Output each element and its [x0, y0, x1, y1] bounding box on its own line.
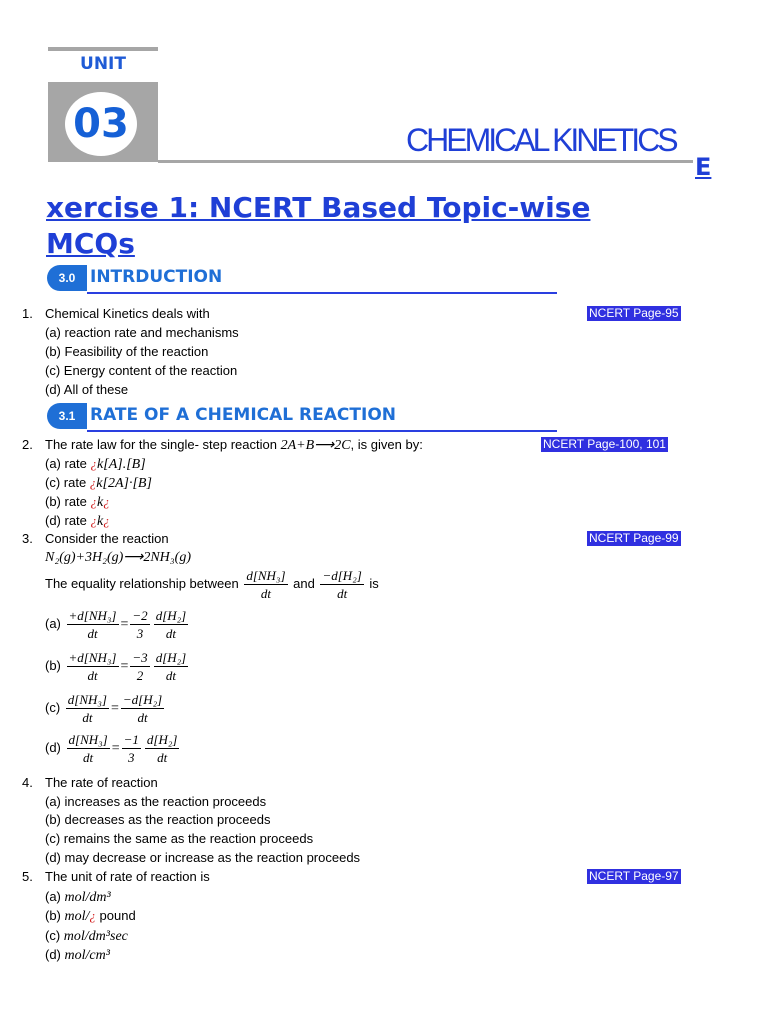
option-label: (b)	[45, 908, 61, 923]
equals-sign: =	[111, 701, 119, 716]
fraction-denominator: dt	[82, 710, 93, 725]
option-label: (d) rate	[45, 513, 87, 528]
missing-glyph-mark: ¿	[90, 456, 98, 471]
option-label: (a)	[45, 615, 61, 631]
fraction	[67, 649, 119, 684]
option-d: (d) All of these	[45, 382, 129, 397]
unit-label: UNIT	[80, 54, 126, 74]
option-label: (c)	[45, 699, 61, 715]
option-math: mol/dm³	[64, 890, 111, 905]
option-math: mol/cm³	[64, 948, 110, 963]
section-number-badge: 3.0	[47, 265, 87, 291]
fraction-denominator: dt	[260, 586, 271, 601]
option-a	[45, 454, 146, 474]
fraction	[320, 567, 363, 602]
question-2	[0, 435, 768, 531]
fraction	[121, 691, 164, 726]
unit-number: 03	[73, 101, 129, 147]
exercise-title[interactable]: xercise 1: NCERT Based Topic-wise MCQs	[46, 191, 591, 260]
fraction-denominator: dt	[165, 668, 177, 683]
question-4	[0, 773, 768, 869]
question-text-end: , is given by:	[350, 437, 423, 452]
option-c	[45, 926, 128, 946]
relation-and: and	[293, 575, 315, 591]
option-c	[45, 691, 166, 726]
fraction-numerator: +d[NH₃]	[68, 650, 117, 665]
ncert-page-ref: NCERT Page-95	[589, 306, 679, 320]
option-math: k	[97, 514, 104, 529]
option-label: (c) rate	[45, 475, 87, 490]
option-d: (d) may decrease or increase as the reaction proceeds	[45, 850, 361, 865]
fraction-denominator: 2	[136, 668, 144, 683]
question-number: 5.	[22, 869, 33, 884]
option-math: mol/	[64, 909, 90, 924]
fraction	[130, 607, 149, 642]
section-rule	[87, 292, 557, 294]
option-label: (a)	[45, 889, 61, 904]
option-math: k[2A]·[B]	[96, 476, 152, 491]
fraction-numerator: d[H₂]	[155, 650, 187, 665]
relation-text: The equality relationship between	[45, 575, 239, 591]
fraction-numerator: d[NH₃]	[68, 732, 108, 747]
question-text: Consider the reaction	[45, 531, 169, 546]
option-a	[45, 887, 111, 907]
question-5	[0, 867, 768, 967]
fraction-denominator: dt	[137, 710, 148, 725]
section-title: INTRDUCTION	[90, 267, 223, 287]
section-rule	[87, 430, 557, 432]
option-label: (d)	[45, 739, 61, 755]
option-b: (b) decreases as the reaction proceeds	[45, 812, 271, 827]
fraction-denominator: dt	[157, 750, 168, 765]
fraction-denominator: 3	[128, 750, 135, 765]
question-number: 1.	[22, 306, 33, 321]
section-title: RATE OF A CHEMICAL REACTION	[90, 405, 396, 425]
question-number: 3.	[22, 531, 33, 546]
fraction-numerator: −1	[123, 732, 139, 747]
header-rule	[158, 160, 693, 163]
question-number: 2.	[22, 437, 33, 452]
option-c	[45, 473, 152, 493]
fraction-denominator: dt	[337, 586, 348, 601]
missing-glyph-mark: ¿	[90, 513, 98, 528]
missing-glyph-mark: ¿	[89, 908, 96, 923]
fraction-denominator: dt	[87, 668, 98, 683]
fraction-numerator: d[H₂]	[155, 608, 187, 623]
fraction	[66, 691, 109, 726]
option-math: k[A].[B]	[97, 457, 146, 472]
question-text: The unit of rate of reaction is	[45, 869, 210, 884]
fraction-numerator: −3	[132, 650, 148, 665]
equality-relation-line	[45, 567, 379, 602]
fraction	[67, 607, 119, 642]
fraction-numerator: −d[H₂]	[122, 692, 163, 707]
option-b	[45, 649, 190, 684]
section-number-badge: 3.1	[47, 403, 87, 429]
fraction	[145, 731, 180, 766]
option-b: (b) Feasibility of the reaction	[45, 344, 209, 359]
fraction	[154, 649, 189, 684]
chapter-title-trail[interactable]: E	[695, 153, 712, 181]
reaction-equation: N₂(g)+3H₂(g)⟶2NH₃(g)	[45, 550, 191, 565]
option-c: (c) remains the same as the reaction proceeds	[45, 831, 314, 846]
option-label: (c)	[45, 928, 61, 943]
fraction-denominator: dt	[165, 626, 177, 641]
option-d	[45, 945, 110, 965]
option-c: (c) Energy content of the reaction	[45, 363, 238, 378]
option-math: k	[97, 495, 104, 510]
fraction-numerator: d[NH₃]	[246, 568, 286, 583]
question-text: The rate of reaction	[45, 775, 158, 790]
option-d	[45, 511, 110, 531]
option-b	[45, 492, 110, 512]
option-label: (a) rate	[45, 456, 87, 471]
fraction-numerator: −d[H₂]	[322, 568, 362, 583]
question-text: Chemical Kinetics deals with	[45, 306, 210, 321]
question-text: The rate law for the single- step reaction	[45, 437, 277, 452]
fraction-numerator: d[NH₃]	[67, 692, 107, 707]
reaction-equation: 2A+B⟶2C	[280, 438, 351, 453]
fraction-numerator: −2	[132, 608, 148, 623]
fraction	[122, 731, 141, 766]
fraction	[154, 607, 189, 642]
equals-sign: =	[111, 741, 120, 756]
missing-glyph-mark: ¿	[103, 513, 110, 528]
relation-is: is	[369, 575, 379, 591]
ncert-page-ref: NCERT Page-99	[589, 531, 679, 545]
option-math: mol/dm³sec	[63, 929, 128, 944]
equals-sign: =	[120, 617, 129, 632]
fraction-denominator: 3	[136, 626, 144, 641]
missing-glyph-mark: ¿	[89, 475, 97, 490]
fraction-denominator: dt	[83, 750, 94, 765]
unit-top-bar	[48, 47, 158, 51]
fraction	[244, 567, 287, 602]
option-a: (a) increases as the reaction proceeds	[45, 794, 267, 809]
option-b	[45, 906, 136, 926]
fraction-denominator: dt	[87, 626, 98, 641]
option-label: (d)	[45, 947, 61, 962]
fraction	[130, 649, 149, 684]
option-a	[45, 607, 190, 642]
question-number: 4.	[22, 775, 33, 790]
option-label: (b) rate	[45, 494, 87, 509]
option-suffix: pound	[99, 908, 136, 923]
option-d	[45, 731, 181, 766]
ncert-page-ref: NCERT Page-100, 101	[543, 437, 666, 451]
fraction-numerator: d[H₂]	[146, 732, 178, 747]
ncert-page-ref: NCERT Page-97	[589, 869, 679, 883]
question-3	[0, 529, 768, 774]
missing-glyph-mark: ¿	[90, 494, 98, 509]
fraction	[67, 731, 110, 766]
missing-glyph-mark: ¿	[103, 494, 110, 509]
question-text-line	[45, 435, 423, 455]
option-a: (a) reaction rate and mechanisms	[45, 325, 239, 340]
fraction-numerator: +d[NH₃]	[68, 608, 117, 623]
question-1	[0, 304, 768, 400]
chapter-title: CHEMICAL KINETICS	[406, 122, 676, 158]
option-label: (b)	[45, 657, 61, 673]
equals-sign: =	[120, 659, 129, 674]
